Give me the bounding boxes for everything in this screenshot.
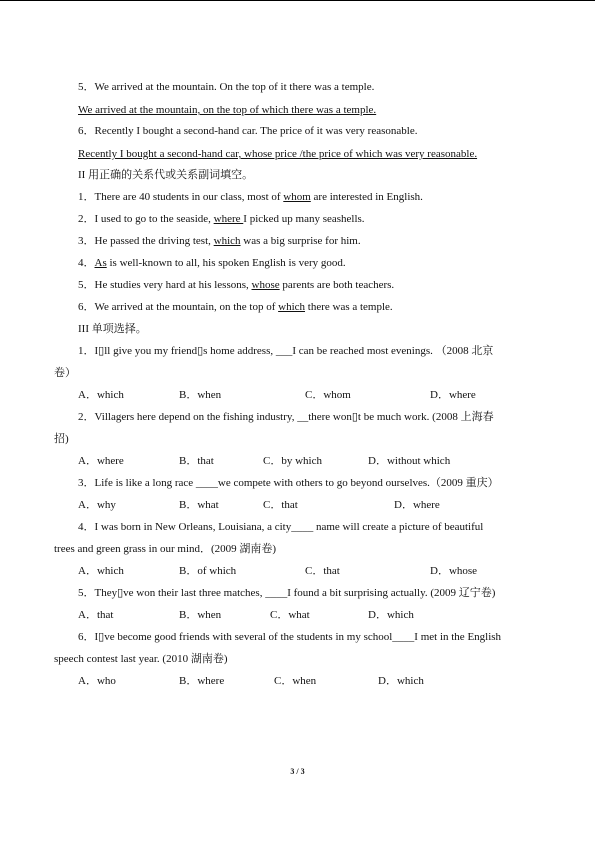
mc-question-1-cont: 卷） bbox=[54, 367, 76, 379]
fill-item-answer: As bbox=[94, 257, 107, 269]
fill-item-text: 4． bbox=[78, 257, 95, 269]
fill-item-text: 2．I used to go to the seaside, bbox=[78, 213, 214, 225]
mc-question-1: 1．I▯ll give you my friend▯s home address, ___I can be reached most evenings. （2008 北京 bbox=[78, 345, 494, 357]
mc-option: B．of which bbox=[179, 565, 237, 577]
fill-item-4 bbox=[78, 256, 346, 270]
rewrite-question-5: 5．We arrived at the mountain. On the top of it there was a temple. bbox=[78, 81, 375, 93]
mc-option: D．where bbox=[430, 389, 476, 401]
mc-option: C．by which bbox=[263, 455, 322, 467]
fill-item-answer: whose bbox=[251, 279, 280, 291]
rewrite-question-6: 6．Recently I bought a second-hand car. The price of it was very reasonable. bbox=[78, 125, 418, 137]
fill-item-answer: which bbox=[278, 301, 306, 313]
mc-option: C．that bbox=[263, 499, 298, 511]
mc-option: D．where bbox=[394, 499, 440, 511]
mc-question-3: 3．Life is like a long race ____we compete with others to go beyond ourselves.（2009 重庆） bbox=[78, 477, 499, 489]
fill-item-text: 3．He passed the driving test, bbox=[78, 235, 214, 247]
section-heading-fill-in: II 用正确的关系代或关系副词填空。 bbox=[78, 169, 254, 181]
fill-item-6 bbox=[78, 300, 393, 314]
mc-option: B．where bbox=[179, 675, 225, 687]
fill-item-answer: where bbox=[213, 213, 244, 225]
mc-option: C．whom bbox=[305, 389, 351, 401]
fill-item-2 bbox=[78, 212, 365, 226]
fill-item-text: are interested in English. bbox=[310, 191, 423, 203]
mc-question-4: 4．I was born in New Orleans, Louisiana, a city____ name will create a picture of beautiful bbox=[78, 521, 484, 533]
fill-item-answer: which bbox=[213, 235, 241, 247]
page-number: 3 / 3 bbox=[290, 767, 305, 776]
mc-option: D．whose bbox=[430, 565, 478, 577]
mc-option: B．when bbox=[179, 389, 222, 401]
mc-question-2: 2．Villagers here depend on the fishing industry, __there won▯t be much work. (2008 上海春 bbox=[78, 411, 494, 423]
mc-option: A．why bbox=[78, 499, 116, 511]
fill-item-text: 5．He studies very hard at his lessons, bbox=[78, 279, 252, 291]
mc-option: A．which bbox=[78, 565, 124, 577]
mc-option: C．that bbox=[305, 565, 340, 577]
mc-option: D．which bbox=[368, 609, 414, 621]
fill-item-5 bbox=[78, 278, 394, 292]
mc-option: D．which bbox=[378, 675, 424, 687]
mc-option: C．when bbox=[274, 675, 317, 687]
fill-item-answer: whom bbox=[283, 191, 311, 203]
mc-option: C．what bbox=[270, 609, 310, 621]
mc-option: A．which bbox=[78, 389, 124, 401]
mc-question-6: 6．I▯ve become good friends with several of the students in my school____I met in the English bbox=[78, 631, 502, 643]
mc-question-5: 5．They▯ve won their last three matches, ____I found a bit surprising actually. (2009 辽宁卷) bbox=[78, 587, 496, 599]
mc-question-2-cont: 招) bbox=[54, 433, 69, 445]
fill-item-1 bbox=[78, 190, 423, 204]
fill-item-3 bbox=[78, 234, 361, 248]
top-rule bbox=[0, 0, 595, 1]
mc-option: B．that bbox=[179, 455, 214, 467]
mc-option: B．what bbox=[179, 499, 219, 511]
mc-option: B．when bbox=[179, 609, 222, 621]
rewrite-answer-6: Recently I bought a second-hand car, whose price /the price of which was very reasonable. bbox=[78, 148, 478, 160]
mc-option: A．where bbox=[78, 455, 124, 467]
mc-question-4-cont: trees and green grass in our mind．(2009 湖南卷) bbox=[54, 543, 277, 555]
fill-item-text: there was a temple. bbox=[305, 301, 393, 313]
mc-option: A．that bbox=[78, 609, 114, 621]
fill-item-text: 6．We arrived at the mountain, on the top of bbox=[78, 301, 279, 313]
fill-item-text: 1．There are 40 students in our class, most of bbox=[78, 191, 284, 203]
mc-option: A．who bbox=[78, 675, 116, 687]
fill-item-text: parents are both teachers. bbox=[279, 279, 395, 291]
fill-item-text: I picked up many seashells. bbox=[243, 213, 365, 225]
section-heading-multiple-choice: III 单项选择。 bbox=[78, 323, 147, 335]
rewrite-answer-5: We arrived at the mountain, on the top of which there was a temple. bbox=[78, 104, 377, 116]
fill-item-text: is well-known to all, his spoken English is very good. bbox=[106, 257, 346, 269]
fill-item-text: was a big surprise for him. bbox=[240, 235, 361, 247]
mc-option: D．without which bbox=[368, 455, 451, 467]
mc-question-6-cont: speech contest last year. (2010 湖南卷) bbox=[54, 653, 228, 665]
